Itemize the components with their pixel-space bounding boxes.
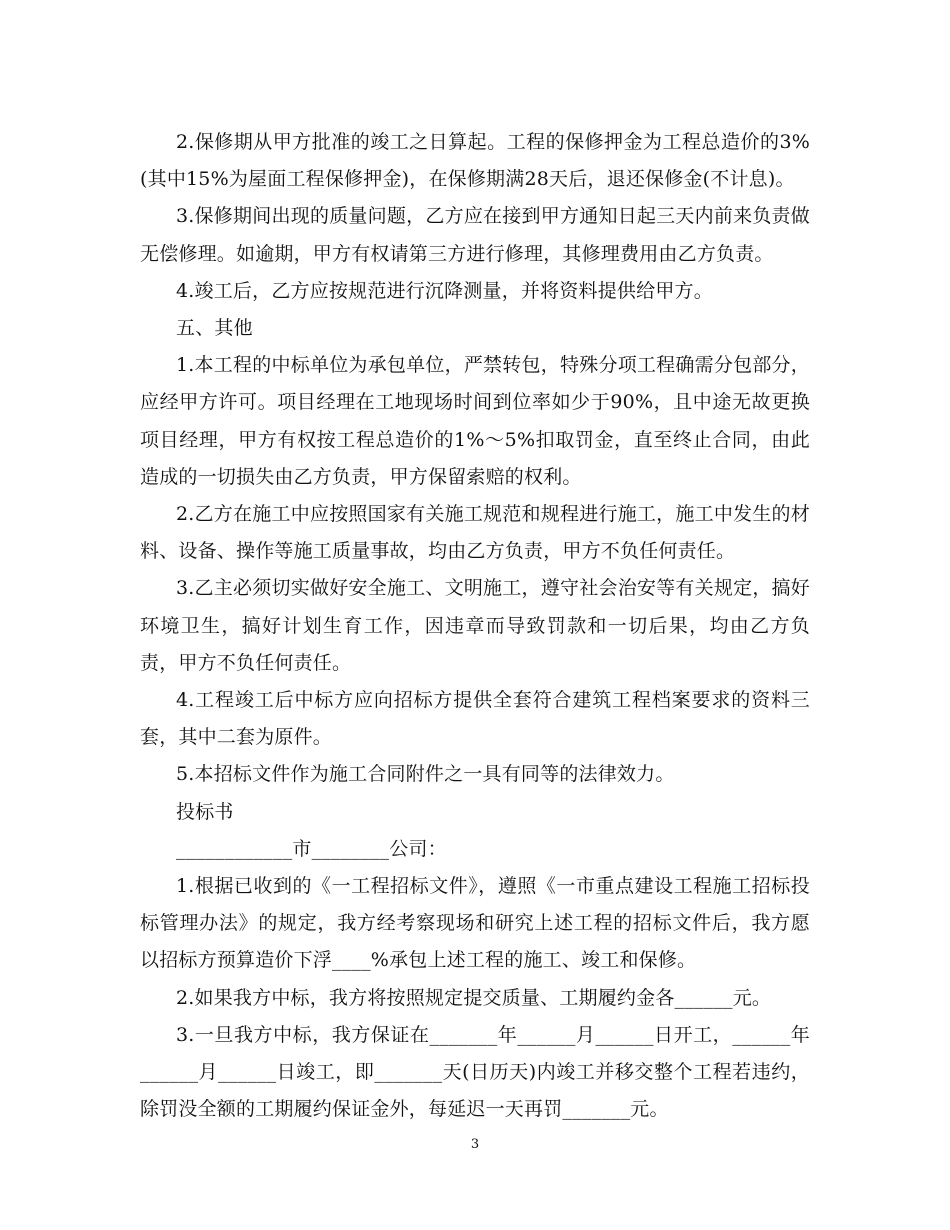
- section-heading-other: 五、其他: [176, 317, 253, 340]
- heading-bid-letter: 投标书: [176, 800, 234, 823]
- paragraph-archive-documents: 4.工程竣工后中标方应向招标方提供全套符合建筑工程档案要求的资料三套，其中二套为原件。: [140, 689, 810, 749]
- paragraph-construction-standards: 2.乙方在施工中应按照国家有关施工规范和规程进行施工，施工中发生的材料、设备、操作等施工质量事故，均由乙方负责，甲方不负任何责任。: [140, 503, 810, 563]
- paragraph-bid-offer: 1.根据已收到的《一工程招标文件》，遵照《一市重点建设工程施工招标投标管理办法》的规定，我方经考察现场和研究上述工程的招标文件后，我方愿以招标方预算造价下浮____%承包上述工程的施工、竣工和保修。: [140, 875, 810, 972]
- document-body: [140, 124, 810, 1128]
- paragraph-warranty-repair: 3.保修期间出现的质量问题，乙方应在接到甲方通知日起三天内前来负责做无偿修理。如逾期，甲方有权请第三方进行修理，其修理费用由乙方负责。: [140, 205, 810, 265]
- bid-addressee: ____________市________公司：: [176, 837, 447, 860]
- paragraph-legal-effect: 5.本招标文件作为施工合同附件之一具有同等的法律效力。: [176, 763, 675, 786]
- paragraph-settlement-measurement: 4.竣工后，乙方应按规范进行沉降测量，并将资料提供给甲方。: [176, 279, 713, 302]
- paragraph-performance-bond: 2.如果我方中标，我方将按照规定提交质量、工期履约金各______元。: [176, 986, 772, 1009]
- paragraph-no-subcontracting: 1.本工程的中标单位为承包单位，严禁转包，特殊分项工程确需分包部分，应经甲方许可。项目经理在工地现场时间到位率如少于90%，且中途无故更换项目经理，甲方有权按工程总造价的1%～5%扣取罚金，直至终止合同，由此造成的一切损失由乙方负责，甲方保留索赔的权利。: [140, 354, 810, 488]
- paragraph-safety: 3.乙主必须切实做好安全施工、文明施工，遵守社会治安等有关规定，搞好环境卫生，搞好计划生育工作，因违章而导致罚款和一切后果，均由乙方负责，甲方不负任何责任。: [140, 577, 810, 674]
- page-number: 3: [470, 1137, 480, 1152]
- paragraph-warranty-period: 2.保修期从甲方批准的竣工之日算起。工程的保修押金为工程总造价的3%(其中15%为屋面工程保修押金)，在保修期满28天后，退还保修金(不计息)。: [140, 131, 810, 191]
- paragraph-schedule-guarantee: 3.一旦我方中标，我方保证在_______年______月______日开工，______年______月______日竣工，即_______天(日历天)内竣工并移交整个工程若违约，除罚没全额的工期履约保证金外，每延迟一天再罚_______元。: [140, 1023, 810, 1121]
